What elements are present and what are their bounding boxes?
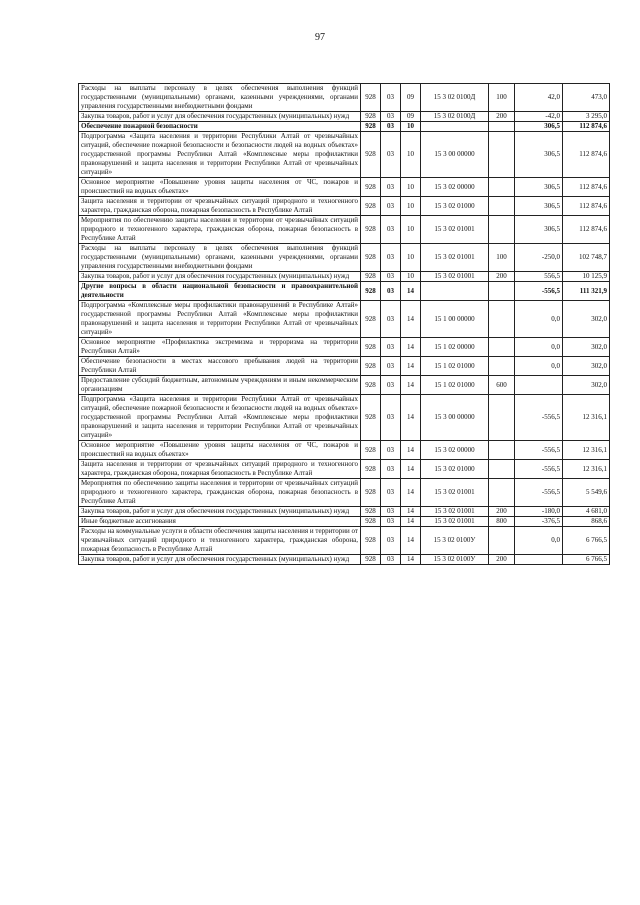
target-article-cell: 15 3 02 0100Д — [421, 112, 489, 122]
section-code-cell: 03 — [381, 301, 401, 338]
subsection-code-cell: 09 — [401, 112, 421, 122]
target-article-cell: 15 1 02 01000 — [421, 357, 489, 376]
change-amount-cell: 0,0 — [515, 301, 563, 338]
row-name-cell: Мероприятия по обеспечению защиты населения и территории от чрезвычайных ситуаций природного и техногенного характера, гражданская оборона, пожарная безопасность в Республике Алтай — [79, 216, 361, 244]
section-code-cell: 03 — [381, 395, 401, 441]
change-amount-cell: -376,5 — [515, 517, 563, 527]
ved-code-cell: 928 — [361, 507, 381, 517]
section-code-cell: 03 — [381, 244, 401, 272]
subsection-code-cell: 14 — [401, 282, 421, 301]
expense-type-cell: 200 — [489, 555, 515, 565]
target-article-cell: 15 3 02 0100Д — [421, 84, 489, 112]
section-code-cell: 03 — [381, 112, 401, 122]
subsection-code-cell: 14 — [401, 527, 421, 555]
ved-code-cell: 928 — [361, 197, 381, 216]
table-row — [79, 507, 610, 517]
total-amount-cell: 302,0 — [563, 301, 610, 338]
change-amount-cell — [515, 376, 563, 395]
total-amount-cell: 12 316,1 — [563, 395, 610, 441]
target-article-cell: 15 1 02 00000 — [421, 338, 489, 357]
section-code-cell: 03 — [381, 197, 401, 216]
ved-code-cell: 928 — [361, 517, 381, 527]
ved-code-cell: 928 — [361, 178, 381, 197]
table-row — [79, 112, 610, 122]
expense-type-cell: 800 — [489, 517, 515, 527]
subsection-code-cell: 14 — [401, 301, 421, 338]
expense-type-cell — [489, 395, 515, 441]
change-amount-cell: -556,5 — [515, 441, 563, 460]
table-row — [79, 338, 610, 357]
target-article-cell: 15 3 02 01001 — [421, 244, 489, 272]
row-name-cell: Обеспечение безопасности в местах массового пребывания людей на территории Республики Алтай — [79, 357, 361, 376]
expense-type-cell — [489, 301, 515, 338]
expense-type-cell — [489, 197, 515, 216]
target-article-cell — [421, 282, 489, 301]
change-amount-cell: -42,0 — [515, 112, 563, 122]
ved-code-cell: 928 — [361, 132, 381, 178]
table-row — [79, 301, 610, 338]
subsection-code-cell: 10 — [401, 178, 421, 197]
total-amount-cell: 473,0 — [563, 84, 610, 112]
subsection-code-cell: 10 — [401, 216, 421, 244]
ved-code-cell: 928 — [361, 216, 381, 244]
table-row — [79, 376, 610, 395]
subsection-code-cell: 14 — [401, 479, 421, 507]
subsection-code-cell: 14 — [401, 395, 421, 441]
section-code-cell: 03 — [381, 216, 401, 244]
row-name-cell: Основное мероприятие «Профилактика экстремизма и терроризма на территории Республики Алтай» — [79, 338, 361, 357]
total-amount-cell: 12 316,1 — [563, 441, 610, 460]
expense-type-cell — [489, 441, 515, 460]
expense-type-cell — [489, 216, 515, 244]
total-amount-cell: 4 681,0 — [563, 507, 610, 517]
table-row — [79, 460, 610, 479]
table-row — [79, 479, 610, 507]
target-article-cell: 15 3 02 01001 — [421, 517, 489, 527]
row-name-cell: Расходы на коммунальные услуги в области обеспечения защиты населения и территории от чрезвычайных ситуаций природного и техногенного характера, гражданская оборона, пожарная безопасность в Республике Алтай — [79, 527, 361, 555]
table-row — [79, 84, 610, 112]
ved-code-cell: 928 — [361, 460, 381, 479]
target-article-cell: 15 3 02 00000 — [421, 441, 489, 460]
row-name-cell: Расходы на выплаты персоналу в целях обеспечения выполнения функций государственными (муниципальными) органами, казенными учреждениями, органами управления государственными внебюджетными фондами — [79, 84, 361, 112]
ved-code-cell: 928 — [361, 272, 381, 282]
ved-code-cell: 928 — [361, 357, 381, 376]
row-name-cell: Подпрограмма «Защита населения и территории Республики Алтай от чрезвычайных ситуаций, обеспечение пожарной безопасности и безопасности людей на водных объектах» государственной программы Республики Алтай «Комплексные меры профилактики правонарушений и защита населения и территории Республики Алтай от чрезвычайных ситуаций» — [79, 395, 361, 441]
subsection-code-cell: 14 — [401, 507, 421, 517]
ved-code-cell: 928 — [361, 338, 381, 357]
row-name-cell: Мероприятия по обеспечению защиты населения и территории от чрезвычайных ситуаций природного и техногенного характера, гражданская оборона, пожарная безопасность в Республике Алтай — [79, 479, 361, 507]
total-amount-cell: 111 321,9 — [563, 282, 610, 301]
ved-code-cell: 928 — [361, 244, 381, 272]
expense-type-cell: 200 — [489, 507, 515, 517]
section-code-cell: 03 — [381, 479, 401, 507]
ved-code-cell: 928 — [361, 112, 381, 122]
target-article-cell: 15 3 00 00000 — [421, 132, 489, 178]
total-amount-cell: 102 748,7 — [563, 244, 610, 272]
expense-type-cell — [489, 132, 515, 178]
subsection-code-cell: 14 — [401, 441, 421, 460]
total-amount-cell: 10 125,9 — [563, 272, 610, 282]
row-name-cell: Подпрограмма «Комплексные меры профилактики правонарушений в Республике Алтай» государственной программы Республики Алтай «Комплексные меры профилактики правонарушений и защита населения и территории Республики Алтай от чрезвычайных ситуаций» — [79, 301, 361, 338]
table-row — [79, 555, 610, 565]
target-article-cell: 15 1 00 00000 — [421, 301, 489, 338]
target-article-cell: 15 3 02 01001 — [421, 479, 489, 507]
subsection-code-cell: 14 — [401, 555, 421, 565]
ved-code-cell: 928 — [361, 84, 381, 112]
section-code-cell: 03 — [381, 441, 401, 460]
change-amount-cell: -180,0 — [515, 507, 563, 517]
section-code-cell: 03 — [381, 527, 401, 555]
change-amount-cell: -556,5 — [515, 460, 563, 479]
row-name-cell: Закупка товаров, работ и услуг для обеспечения государственных (муниципальных) нужд — [79, 555, 361, 565]
row-name-cell: Обеспечение пожарной безопасности — [79, 122, 361, 132]
ved-code-cell: 928 — [361, 395, 381, 441]
section-code-cell: 03 — [381, 517, 401, 527]
change-amount-cell: 556,5 — [515, 272, 563, 282]
total-amount-cell: 112 874,6 — [563, 216, 610, 244]
table-row — [79, 178, 610, 197]
target-article-cell: 15 1 02 01000 — [421, 376, 489, 395]
expense-type-cell: 200 — [489, 112, 515, 122]
subsection-code-cell: 14 — [401, 376, 421, 395]
table-row — [79, 272, 610, 282]
ved-code-cell: 928 — [361, 479, 381, 507]
expense-type-cell — [489, 479, 515, 507]
total-amount-cell: 302,0 — [563, 376, 610, 395]
table-row — [79, 517, 610, 527]
change-amount-cell: 306,5 — [515, 178, 563, 197]
subsection-code-cell: 09 — [401, 84, 421, 112]
section-code-cell: 03 — [381, 122, 401, 132]
change-amount-cell: 306,5 — [515, 197, 563, 216]
table-row — [79, 197, 610, 216]
ved-code-cell: 928 — [361, 301, 381, 338]
change-amount-cell: 306,5 — [515, 122, 563, 132]
expense-type-cell — [489, 282, 515, 301]
table-row — [79, 282, 610, 301]
ved-code-cell: 928 — [361, 122, 381, 132]
target-article-cell: 15 3 00 00000 — [421, 395, 489, 441]
expense-type-cell — [489, 527, 515, 555]
target-article-cell: 15 3 02 01001 — [421, 216, 489, 244]
table-row — [79, 216, 610, 244]
table-row — [79, 527, 610, 555]
total-amount-cell: 302,0 — [563, 338, 610, 357]
ved-code-cell: 928 — [361, 441, 381, 460]
row-name-cell: Основное мероприятие «Повышение уровня защиты населения от ЧС, пожаров и происшествий на водных объектах» — [79, 178, 361, 197]
subsection-code-cell: 14 — [401, 357, 421, 376]
total-amount-cell: 5 549,6 — [563, 479, 610, 507]
target-article-cell: 15 3 02 01000 — [421, 197, 489, 216]
ved-code-cell: 928 — [361, 376, 381, 395]
table-row — [79, 441, 610, 460]
section-code-cell: 03 — [381, 507, 401, 517]
section-code-cell: 03 — [381, 178, 401, 197]
table-row — [79, 357, 610, 376]
budget-table — [78, 83, 610, 565]
expense-type-cell — [489, 122, 515, 132]
ved-code-cell: 928 — [361, 527, 381, 555]
row-name-cell: Закупка товаров, работ и услуг для обеспечения государственных (муниципальных) нужд — [79, 272, 361, 282]
total-amount-cell: 112 874,6 — [563, 178, 610, 197]
section-code-cell: 03 — [381, 338, 401, 357]
section-code-cell: 03 — [381, 132, 401, 178]
row-name-cell: Закупка товаров, работ и услуг для обеспечения государственных (муниципальных) нужд — [79, 507, 361, 517]
expense-type-cell — [489, 357, 515, 376]
change-amount-cell: 0,0 — [515, 527, 563, 555]
row-name-cell: Иные бюджетные ассигнования — [79, 517, 361, 527]
target-article-cell: 15 3 02 01000 — [421, 460, 489, 479]
total-amount-cell: 112 874,6 — [563, 122, 610, 132]
expense-type-cell: 100 — [489, 84, 515, 112]
change-amount-cell — [515, 555, 563, 565]
change-amount-cell: -556,5 — [515, 479, 563, 507]
table-row — [79, 395, 610, 441]
row-name-cell: Расходы на выплаты персоналу в целях обеспечения выполнения функций государственными (муниципальными) органами, казенными учреждениями, органами управления государственными внебюджетными фондами — [79, 244, 361, 272]
total-amount-cell: 112 874,6 — [563, 132, 610, 178]
target-article-cell: 15 3 02 0100У — [421, 527, 489, 555]
table-row — [79, 122, 610, 132]
subsection-code-cell: 14 — [401, 338, 421, 357]
subsection-code-cell: 10 — [401, 272, 421, 282]
total-amount-cell: 6 766,5 — [563, 527, 610, 555]
total-amount-cell: 3 295,0 — [563, 112, 610, 122]
table-row — [79, 132, 610, 178]
row-name-cell: Защита населения и территории от чрезвычайных ситуаций природного и техногенного характера, гражданская оборона, пожарная безопасность в Республике Алтай — [79, 460, 361, 479]
subsection-code-cell: 10 — [401, 197, 421, 216]
change-amount-cell: 306,5 — [515, 132, 563, 178]
total-amount-cell: 868,6 — [563, 517, 610, 527]
total-amount-cell: 302,0 — [563, 357, 610, 376]
section-code-cell: 03 — [381, 272, 401, 282]
change-amount-cell: -250,0 — [515, 244, 563, 272]
target-article-cell: 15 3 02 0100У — [421, 555, 489, 565]
row-name-cell: Подпрограмма «Защита населения и территории Республики Алтай от чрезвычайных ситуаций, обеспечение пожарной безопасности и безопасности людей на водных объектах» государственной программы Республики Алтай «Комплексные меры профилактики правонарушений и защита населения и территории Республики Алтай от чрезвычайных ситуаций» — [79, 132, 361, 178]
section-code-cell: 03 — [381, 282, 401, 301]
change-amount-cell: 0,0 — [515, 338, 563, 357]
change-amount-cell: -556,5 — [515, 282, 563, 301]
subsection-code-cell: 10 — [401, 132, 421, 178]
section-code-cell: 03 — [381, 555, 401, 565]
change-amount-cell: 0,0 — [515, 357, 563, 376]
target-article-cell: 15 3 02 01001 — [421, 272, 489, 282]
expense-type-cell: 600 — [489, 376, 515, 395]
total-amount-cell: 12 316,1 — [563, 460, 610, 479]
target-article-cell — [421, 122, 489, 132]
section-code-cell: 03 — [381, 460, 401, 479]
total-amount-cell: 6 766,5 — [563, 555, 610, 565]
expense-type-cell: 200 — [489, 272, 515, 282]
subsection-code-cell: 14 — [401, 460, 421, 479]
expense-type-cell — [489, 178, 515, 197]
total-amount-cell: 112 874,6 — [563, 197, 610, 216]
expense-type-cell: 100 — [489, 244, 515, 272]
expense-type-cell — [489, 338, 515, 357]
subsection-code-cell: 14 — [401, 517, 421, 527]
change-amount-cell: 42,0 — [515, 84, 563, 112]
ved-code-cell: 928 — [361, 555, 381, 565]
target-article-cell: 15 3 02 01001 — [421, 507, 489, 517]
table-body — [79, 84, 610, 565]
section-code-cell: 03 — [381, 376, 401, 395]
ved-code-cell: 928 — [361, 282, 381, 301]
row-name-cell: Защита населения и территории от чрезвычайных ситуаций природного и техногенного характера, гражданская оборона, пожарная безопасность в Республике Алтай — [79, 197, 361, 216]
row-name-cell: Другие вопросы в области национальной безопасности и правоохранительной деятельности — [79, 282, 361, 301]
row-name-cell: Закупка товаров, работ и услуг для обеспечения государственных (муниципальных) нужд — [79, 112, 361, 122]
expense-type-cell — [489, 460, 515, 479]
change-amount-cell: 306,5 — [515, 216, 563, 244]
section-code-cell: 03 — [381, 357, 401, 376]
target-article-cell: 15 3 02 00000 — [421, 178, 489, 197]
row-name-cell: Основное мероприятие «Повышение уровня защиты населения от ЧС, пожаров и происшествий на водных объектах» — [79, 441, 361, 460]
subsection-code-cell: 10 — [401, 244, 421, 272]
row-name-cell: Предоставление субсидий бюджетным, автономным учреждениям и иным некоммерческим организациям — [79, 376, 361, 395]
page-number: 97 — [315, 32, 325, 43]
section-code-cell: 03 — [381, 84, 401, 112]
subsection-code-cell: 10 — [401, 122, 421, 132]
table-row — [79, 244, 610, 272]
change-amount-cell: -556,5 — [515, 395, 563, 441]
